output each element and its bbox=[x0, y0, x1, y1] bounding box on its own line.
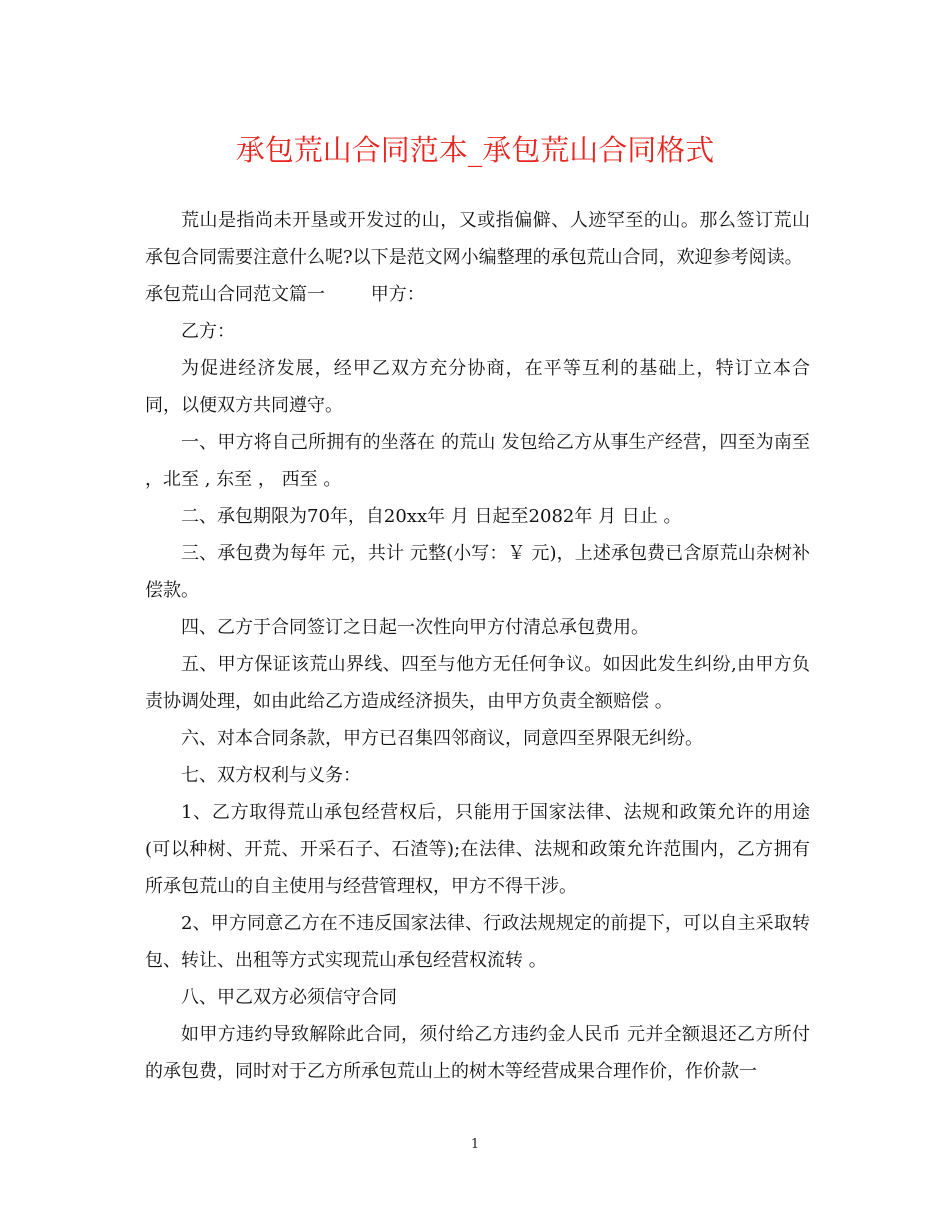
party-b-line: 乙方： bbox=[181, 321, 235, 342]
clause-8-heading: 八、甲乙双方必须信守合同 bbox=[181, 987, 397, 1008]
clause-1: 一、甲方将自己所拥有的坐落在 的荒山 发包给乙方从事生产经营，四至为南至 ，北至 , 东至 ， 西至 。 bbox=[145, 432, 810, 490]
clause-3: 三、承包费为每年 元，共计 元整(小写：￥ 元)，上述承包费已含原荒山杂树补偿款。 bbox=[145, 543, 810, 601]
document-title: 承包荒山合同范本_承包荒山合同格式 bbox=[235, 133, 715, 167]
clause-6: 六、对本合同条款，甲方已召集四邻商议，同意四至界限无纠纷。 bbox=[181, 728, 703, 749]
clause-7-item-2: 2、甲方同意乙方在不违反国家法律、行政法规规定的前提下，可以自主采取转包、转让、出租等方式实现荒山承包经营权流转 。 bbox=[145, 913, 810, 971]
preamble-paragraph: 为促进经济发展，经甲乙双方充分协商，在平等互利的基础上，特订立本合同，以便双方共同遵守。 bbox=[145, 358, 810, 416]
clause-7-heading: 七、双方权利与义务： bbox=[181, 765, 361, 786]
clause-8-body: 如甲方违约导致解除此合同，须付给乙方违约金人民币 元并全额退还乙方所付的承包费，同时对于乙方所承包荒山上的树木等经营成果合理作价，作价款一 bbox=[145, 1024, 810, 1082]
document-body bbox=[145, 202, 810, 1090]
clause-2: 二、承包期限为70年，自20xx年 月 日起至2082年 月 日止 。 bbox=[181, 506, 682, 527]
clause-7-item-1: 1、乙方取得荒山承包经营权后，只能用于国家法律、法规和政策允许的用途(可以种树、开荒、开采石子、石渣等);在法律、法规和政策允许范围内，乙方拥有所承包荒山的自主使用与经营管理权，甲方不得干涉。 bbox=[145, 802, 810, 897]
page-number: 1 bbox=[470, 1137, 480, 1152]
intro-paragraph: 荒山是指尚未开垦或开发过的山，又或指偏僻、人迹罕至的山。那么签订荒山承包合同需要注意什么呢?以下是范文网小编整理的承包荒山合同，欢迎参考阅读。 bbox=[145, 210, 810, 268]
clause-5: 五、甲方保证该荒山界线、四至与他方无任何争议。如因此发生纠纷,由甲方负责协调处理，如由此给乙方造成经济损失，由甲方负责全额赔偿 。 bbox=[145, 654, 810, 712]
clause-4: 四、乙方于合同签订之日起一次性向甲方付清总承包费用。 bbox=[181, 617, 649, 638]
section-heading-party-a: 承包荒山合同范文篇一 甲方： bbox=[145, 284, 425, 305]
